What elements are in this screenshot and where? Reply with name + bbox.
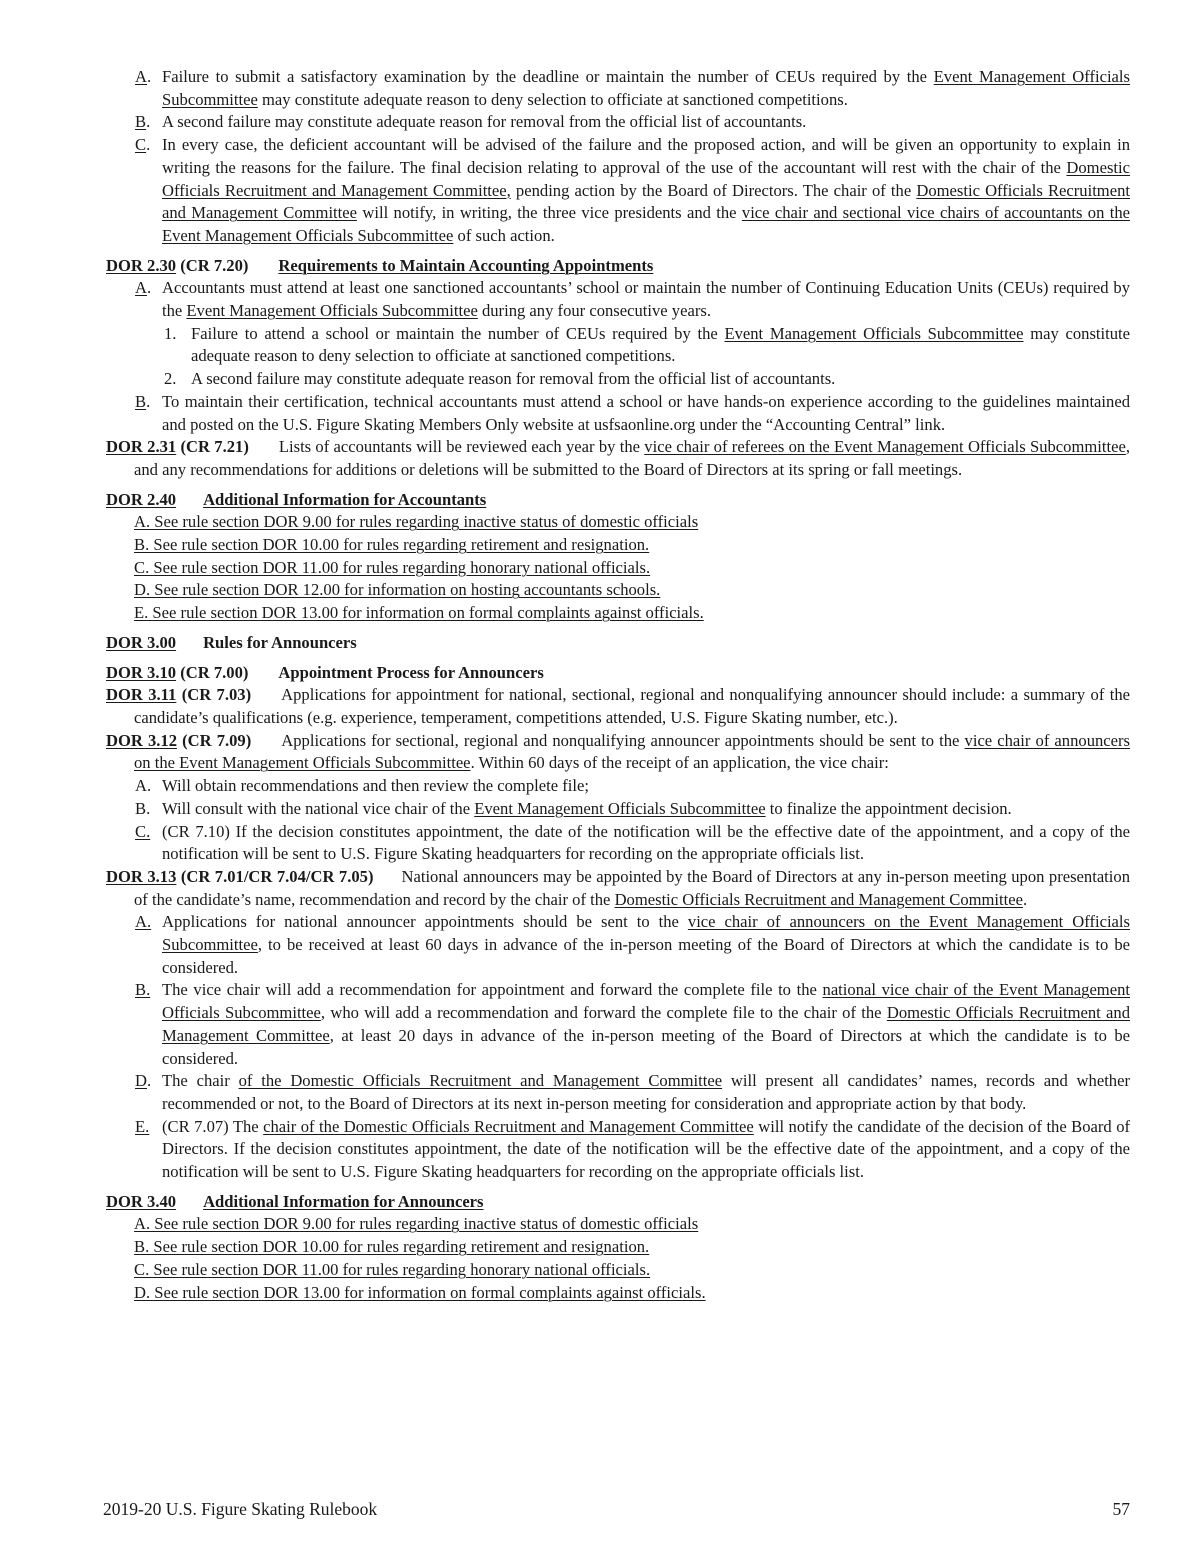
item-label: A [135, 67, 147, 86]
rule-code: DOR 3.00 [106, 632, 177, 652]
item-b-second-failure: B. A second failure may constitute adequate reason for removal from the official list of accountants. [135, 112, 807, 132]
page-footer [103, 1498, 1130, 1521]
heading-dor-3-40 [106, 1191, 1130, 1214]
rule-code[interactable]: DOR 3.13 [106, 866, 177, 886]
rule-dor-2-31: DOR 2.31 (CR 7.21) Lists of accountants will be reviewed each year by the vice chair of referees on the Event Management Officials Subcommittee, and any recommendations for additions or deletions will be submitted to the Board of Directors at its spring or fall meetings. [106, 437, 1131, 479]
rule-code: DOR 3.40 [106, 1191, 177, 1211]
item-label: D [135, 1071, 147, 1091]
item-label: A. [135, 912, 152, 932]
item-label: B. [135, 980, 151, 1000]
link-dormc[interactable]: Domestic Officials Recruitment and Management Committee, [162, 157, 1130, 200]
link-dormc[interactable]: Domestic Officials Recruitment and Management Committee [162, 180, 1130, 223]
section-title: Appointment Process for Announcers [278, 662, 544, 682]
subitem-1: 1. Failure to attend a school or maintain the number of CEUs required by the Event Management Officials Subcommittee may constitute adequate reason to deny selection to officiate at sanctioned competitions. [164, 323, 1131, 366]
rule-code: DOR 2.40 [106, 489, 177, 509]
link-emos[interactable]: Event Management Officials Subcommittee [186, 301, 478, 321]
item-label: 1. [164, 323, 177, 343]
rule-dor-3-13: DOR 3.13 (CR 7.01/CR 7.04/CR 7.05) National announcers may be appointed by the Board of Directors at any in-person meeting upon presentation of the candidate’s name, recommendation and record by the chair of the Domestic Officials Recruitment and Management Committee. [106, 866, 1130, 909]
section-title: Rules for Announcers [203, 632, 357, 652]
item-label: B [135, 112, 147, 132]
list-item[interactable]: B. See rule section DOR 10.00 for rules regarding retirement and resignation. [134, 1237, 650, 1257]
item-label: B. [135, 798, 151, 818]
rule-dor-3-12: DOR 3.12 (CR 7.09) Applications for sectional, regional and nonqualifying announcer appointments should be sent to the vice chair of announcers on the Event Management Officials Subcommittee. Within 60 days of the receipt of an application, the vice chair: [106, 730, 1130, 773]
link-dormc[interactable]: Domestic Officials Recruitment and Management Committee [614, 889, 1023, 909]
announcers-info-list [106, 1213, 1130, 1304]
heading-dor-3-00 [106, 632, 1130, 655]
item-b-consult: B. Will consult with the national vice chair of the Event Management Officials Subcommittee to finalize the appointment decision. [106, 798, 1130, 821]
item-label: E. [135, 1116, 150, 1136]
link-dormc[interactable]: Domestic Officials Recruitment and Management Committee [162, 1003, 1131, 1045]
subitem-2: 2. A second failure may constitute adequate reason for removal from the official list of accountants. [106, 368, 1130, 391]
link-national-vice-chair-emos[interactable]: national vice chair of the Event Management Officials Subcommittee [162, 980, 1130, 1023]
page-number: 57 [1112, 1499, 1130, 1519]
link-emos[interactable]: Event Management Officials Subcommittee [474, 798, 766, 818]
rule-code[interactable]: DOR 3.10 [106, 662, 177, 682]
item-b-forward-file: B. The vice chair will add a recommendation for appointment and forward the complete file to the national vice chair of the Event Management Officials Subcommittee, who will add a recommendation and forward the complete file to the chair of the Domestic Officials Recruitment and Management Committee, at least 20 days in advance of the in-person meeting of the Board of Directors at which the candidate is to be considered. [135, 980, 1131, 1068]
link-dormc[interactable]: of the Domestic Officials Recruitment and Management Committee [238, 1071, 723, 1091]
link-emos[interactable]: Event Management Officials Subcommittee [162, 67, 1130, 109]
item-label: A [135, 278, 147, 298]
item-a-national-applications: A. Applications for national announcer appointments should be sent to the vice chair of announcers on the Event Management Officials Subcommittee, to be received at least 60 days in advance of the in-person meeting of the Board of Directors at which the candidate is to be considered. [135, 912, 1130, 977]
item-c-every-case: C. In every case, the deficient accountant will be advised of the failure and the proposed action, and will be given an opportunity to explain in writing the reasons for the failure. The final decision relating to approval of the use of the accountant will rest with the chair of the Domestic Officials Recruitment and Management Committee, pending action by the Board of Directors. The chair of the Domestic Officials Recruitment and Management Committee will notify, in writing, the three vice presidents and the vice chair and sectional vice chairs of accountants on the Event Management Officials Subcommittee of such action. [135, 135, 1130, 245]
rule-code[interactable]: DOR 3.12 [106, 730, 178, 750]
heading-dor-2-30: DOR 2.30 (CR 7.20) Requirements to Maintain Accounting Appointments [106, 255, 654, 275]
section-title: Requirements to Maintain Accounting Appointments [278, 255, 654, 275]
item-a-attend-school: A. Accountants must attend at least one sanctioned accountants’ school or maintain the number of Continuing Education Units (CEUs) required by the Event Management Officials Subcommittee during any four consecutive years. [135, 278, 1130, 321]
item-label: C. [135, 821, 151, 841]
item-d-present-candidates: D. The chair of the Domestic Officials Recruitment and Management Committee will present all candidates’ names, records and whether recommended or not, to the Board of Directors at its next in-person meeting for consideration and appropriate action by that body. [135, 1071, 1130, 1113]
list-item[interactable]: D. See rule section DOR 13.00 for information on formal complaints against officials. [134, 1282, 706, 1302]
list-item[interactable]: A. See rule section DOR 9.00 for rules regarding inactive status of domestic officials [134, 1214, 699, 1234]
heading-dor-2-40 [106, 489, 1130, 512]
rule-code[interactable]: DOR 2.30 [106, 255, 177, 275]
item-a-exam-failure: A. Failure to submit a satisfactory examination by the deadline or maintain the number of CEUs required by the Event Management Officials Subcommittee may constitute adequate reason to deny selection to officiate at sanctioned competitions. [135, 67, 1130, 109]
item-e-notify-candidate: E. (CR 7.07) The chair of the Domestic Officials Recruitment and Management Committee will notify the candidate of the decision of the Board of Directors. If the decision constitutes appointment, the date of the notification will be the effective date of the appointment, and a copy of the notification will be sent to U.S. Figure Skating headquarters for recording on the appropriate officials list. [135, 1116, 1131, 1182]
rule-code[interactable]: DOR 3.11 [106, 685, 177, 705]
list-item[interactable]: D. See rule section DOR 12.00 for information on hosting accountants schools. [134, 580, 661, 600]
item-label: C [135, 135, 147, 155]
accountants-info-list [106, 511, 1130, 625]
list-item[interactable]: E. See rule section DOR 13.00 for information on formal complaints against officials. [134, 603, 704, 623]
section-title: Additional Information for Announcers [203, 1191, 484, 1211]
heading-dor-3-10: DOR 3.10 (CR 7.00) Appointment Process for Announcers [106, 662, 544, 682]
item-b-certification: B. To maintain their certification, technical accountants must attend a school or have hands-on experience according to the guidelines maintained and posted on the U.S. Figure Skating Members Only website at usfsaonline.org under the “Accounting Central” link. [135, 391, 1130, 434]
item-label: B [135, 391, 147, 411]
link-vice-chair-announcers[interactable]: vice chair of announcers on the Event Management Officials Subcommittee [134, 730, 1130, 773]
rule-code[interactable]: DOR 2.31 [106, 437, 177, 457]
item-a-recommendations: A. Will obtain recommendations and then review the complete file; [106, 775, 1130, 798]
list-item[interactable]: B. See rule section DOR 10.00 for rules regarding retirement and resignation. [134, 535, 650, 555]
item-c-decision: C. (CR 7.10) If the decision constitutes appointment, the date of the notification will be the effective date of the appointment, and a copy of the notification will be sent to U.S. Figure Skating headquarters for recording on the appropriate officials list. [135, 821, 1130, 864]
list-item[interactable]: C. See rule section DOR 11.00 for rules regarding honorary national officials. [134, 557, 651, 577]
list-item[interactable]: C. See rule section DOR 11.00 for rules regarding honorary national officials. [134, 1259, 651, 1279]
link-dormc-chair[interactable]: chair of the Domestic Officials Recruitment and Management Committee [263, 1116, 754, 1136]
item-label: 2. [164, 369, 177, 389]
footer-title: 2019-20 U.S. Figure Skating Rulebook [103, 1499, 378, 1519]
section-title: Additional Information for Accountants [203, 489, 487, 509]
link-vice-chair-announcers[interactable]: vice chair of announcers on the Event Management Officials Subcommittee [162, 912, 1130, 955]
link-emos[interactable]: Event Management Officials Subcommittee [724, 323, 1024, 343]
item-label: A. [135, 776, 152, 796]
rule-dor-3-11: DOR 3.11 (CR 7.03) Applications for appointment for national, sectional, regional and nonqualifying announcer should include: a summary of the candidate’s qualifications (e.g. experience, temperament, competitions attended, U.S. Figure Skating number, etc.). [106, 685, 1131, 727]
link-vice-chairs-accountants[interactable]: vice chair and sectional vice chairs of accountants on the Event Management Officials Subcommittee [162, 203, 1130, 245]
list-item[interactable]: A. See rule section DOR 9.00 for rules regarding inactive status of domestic officials [134, 512, 699, 532]
link-vice-chair-referees[interactable]: vice chair of referees on the Event Management Officials Subcommittee [644, 437, 1126, 457]
